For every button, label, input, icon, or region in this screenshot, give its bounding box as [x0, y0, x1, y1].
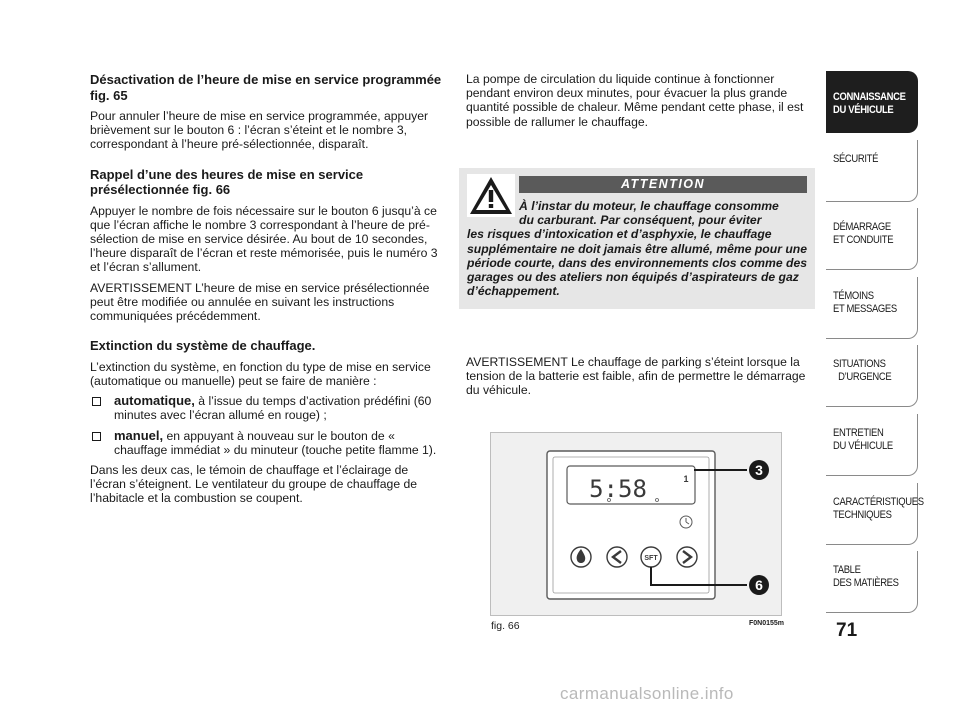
callout-6 — [749, 575, 769, 595]
bullet-term: manuel, — [114, 427, 164, 443]
recall-paragraph: Appuyer le nombre de fois nécessaire sur le bouton 6 jusqu’à ce que l’écran affiche le nombre 3 correspondant à l’heure de pré-sélection de mise en service désirée. Au bout de 10 secondes, l’heure disparaît de l’écran et reste mémorisée, puis le numéro 3 et l’écran s’allument. — [90, 203, 438, 275]
battery-note: AVERTISSEMENT Le chauffage de parking s’éteint lorsque la tension de la batterie est faible, afin de permettre le démarrage du véhicule. — [466, 355, 806, 398]
tab-situations-d-urgence[interactable] — [826, 345, 918, 407]
sft-button-label: SFT — [644, 555, 658, 562]
chapter-sidebar — [826, 71, 924, 620]
circulation-pump-paragraph: La pompe de circulation du liquide continue à fonctionner pendant environ deux minutes, pour évacuer la plus grande quantité possible de chaleur. Même pendant cette phase, il est possible de rallumer le chauffage. — [466, 72, 804, 129]
deactivation-paragraph: Pour annuler l’heure de mise en service programmée, appuyer brièvement sur le bouton 6 : l’écran s’éteint et le nombre 3, correspondant à l’heure pré-sélectionnée, disparaît. — [90, 109, 429, 152]
tab-label: TECHNIQUES — [833, 508, 892, 521]
tab-label: D’URGENCE — [838, 371, 892, 384]
section-heading-shutdown: Extinction du système de chauffage. — [90, 338, 316, 354]
tab-label: TABLE — [833, 564, 861, 577]
checkbox-bullet-icon — [92, 432, 101, 441]
checkbox-bullet-icon — [92, 397, 101, 406]
page-number: 71 — [836, 620, 858, 641]
sft-button[interactable] — [641, 547, 661, 567]
warning-line: À l’instar du moteur, le chauffage consomme — [519, 199, 779, 213]
tab-label: ET MESSAGES — [833, 302, 897, 315]
tab-temoins-et-messages[interactable] — [826, 277, 918, 339]
warning-text — [467, 199, 807, 298]
timer-display-index: 1 — [683, 474, 689, 484]
tab-label: DU VÉHICULE — [833, 439, 893, 452]
callout-3-label: 3 — [755, 462, 763, 478]
timer-display-time: 5:58 — [589, 475, 647, 503]
bullet-manual — [90, 429, 446, 457]
shutdown-intro: L’extinction du système, en fonction du type de mise en service (automatique ou manuelle) peut se faire de manière : — [90, 359, 431, 388]
bullet-text: en appuyant à nouveau sur le bouton de « chauffage immédiat » du minuteur (touche petite flamme 1). — [114, 428, 437, 457]
callout-6-label: 6 — [755, 577, 763, 593]
bullet-text: à l’issue du temps d’activation prédéfini (60 minutes avec l’écran allumé en rouge) ; — [114, 394, 432, 423]
tab-entretien-du-vehicule[interactable] — [826, 414, 918, 476]
warning-box — [459, 168, 815, 309]
recall-note: AVERTISSEMENT L’heure de mise en service présélectionnée peut être modifiée ou annulée en suivant les instructions communiquées précédemment. — [90, 280, 430, 324]
flame-button[interactable] — [571, 547, 591, 567]
figure-caption: fig. 66 — [491, 620, 520, 632]
tab-table-des-matieres[interactable] — [826, 551, 918, 613]
tab-label: DU VÉHICULE — [833, 104, 894, 116]
tab-label: CONNAISSANCE — [833, 91, 906, 103]
tab-label: SITUATIONS — [833, 358, 886, 371]
tab-label: ET CONDUITE — [833, 234, 894, 247]
tab-connaissance-du-vehicule[interactable] — [826, 71, 918, 133]
tab-label: TÉMOINS — [833, 289, 874, 302]
section-heading-deactivation: Désactivation de l’heure de mise en service programmée fig. 65 — [90, 72, 442, 103]
tab-demarrage-et-conduite[interactable] — [826, 208, 918, 270]
tab-label: DÉMARRAGE — [833, 221, 891, 234]
shutdown-outro: Dans les deux cas, le témoin de chauffage et l’éclairage de l’écran s’éteignent. Le ventilateur du groupe de chauffage de l’habitacle et la combustion se coupent. — [90, 462, 418, 506]
left-column — [90, 72, 446, 512]
callout-3 — [749, 460, 769, 480]
warning-body: les risques d’intoxication et d’asphyxie, le chauffage supplémentaire ne doit jamais être allumé, même pour une période courte, dans des environnements clos comme des garages ou des ateliers non équipés d’aspirateurs de gaz d’échappement. — [467, 227, 808, 299]
tab-label: CARACTÉRISTIQUES — [833, 495, 924, 508]
section-heading-recall: Rappel d’une des heures de mise en service présélectionnée fig. 66 — [90, 166, 364, 198]
bullet-automatic — [90, 394, 446, 422]
watermark: carmanualsonline.info — [560, 684, 734, 703]
warning-title: ATTENTION — [519, 176, 807, 193]
timer-illustration — [491, 433, 783, 617]
bullet-term: automatique, — [114, 393, 195, 409]
figure-66 — [490, 432, 782, 616]
tab-securite[interactable] — [826, 140, 918, 202]
tab-label: SÉCURITÉ — [833, 152, 879, 165]
tab-label: DES MATIÈRES — [833, 577, 899, 590]
figure-code: F0N0155m — [749, 620, 785, 627]
tab-label: ENTRETIEN — [833, 426, 884, 439]
warning-line: du carburant. Par conséquent, pour éviter — [519, 213, 762, 228]
arrow-left-button[interactable] — [607, 547, 627, 567]
arrow-right-button[interactable] — [677, 547, 697, 567]
tab-caracteristiques-techniques[interactable] — [826, 483, 924, 545]
